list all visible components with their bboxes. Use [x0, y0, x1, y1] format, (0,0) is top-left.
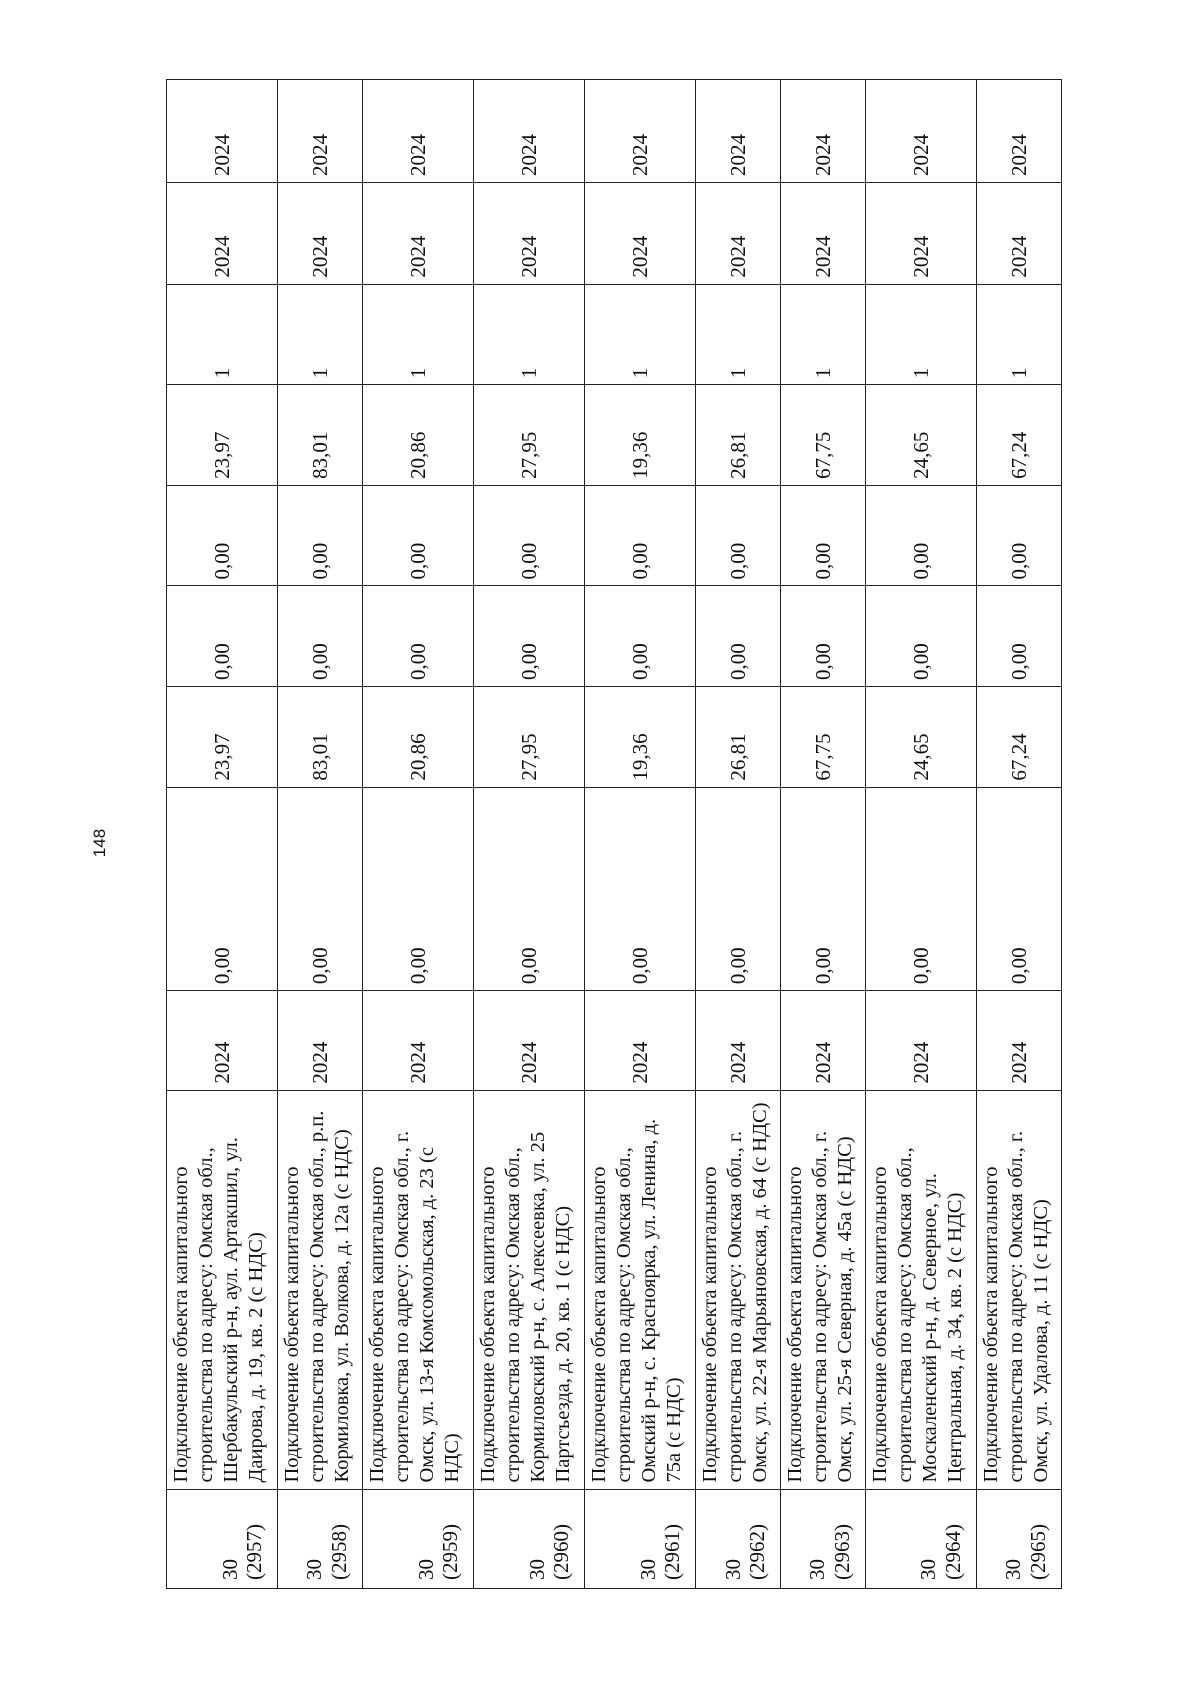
cell-c8: 2024	[278, 80, 363, 183]
page-number-text: 148	[90, 828, 109, 858]
cell-c3: 0,00	[696, 586, 781, 687]
cell-c8: 2024	[362, 80, 473, 183]
cell-c6: 1	[167, 284, 278, 385]
table-row	[585, 80, 696, 1589]
cell-year-start: 2024	[167, 991, 278, 1090]
cell-c5: 24,65	[865, 385, 976, 486]
cell-c7: 2024	[696, 182, 781, 284]
cell-c8: 2024	[167, 80, 278, 183]
table-row	[696, 80, 781, 1589]
cell-c8: 2024	[865, 80, 976, 183]
cell-c8: 2024	[585, 80, 696, 183]
cell-c2: 24,65	[865, 687, 976, 788]
cell-c1: 0,00	[474, 787, 585, 990]
cell-desc: Подключение объекта капитального строительства по адресу: Омская обл., г. Омск, ул. 13-я Комсомольская, д. 23 (с НДС)	[362, 1090, 473, 1489]
cell-c5: 26,81	[696, 385, 781, 486]
cell-c3: 0,00	[167, 586, 278, 687]
cell-c2: 83,01	[278, 687, 363, 788]
cell-c2: 19,36	[585, 687, 696, 788]
table-row	[167, 80, 278, 1589]
cell-desc: Подключение объекта капитального строительства по адресу: Омская обл., Омский р-н, с. Красноярка, ул. Ленина, д. 75а (с НДС)	[585, 1090, 696, 1489]
cell-c5: 23,97	[167, 385, 278, 486]
table-row	[362, 80, 473, 1589]
cell-c1: 0,00	[977, 787, 1062, 990]
cell-year-start: 2024	[865, 991, 976, 1090]
cell-c7: 2024	[585, 182, 696, 284]
cell-id: 30 (2957)	[167, 1489, 278, 1588]
table-row	[278, 80, 363, 1589]
cell-c2: 23,97	[167, 687, 278, 788]
cell-c6: 1	[781, 284, 866, 385]
investment-table	[166, 79, 1062, 1589]
cell-desc: Подключение объекта капитального строительства по адресу: Омская обл., г. Омск, ул. 22-я Марьяновская, д. 64 (с НДС)	[696, 1090, 781, 1489]
cell-c8: 2024	[781, 80, 866, 183]
cell-c5: 20,86	[362, 385, 473, 486]
cell-c6: 1	[865, 284, 976, 385]
cell-c4: 0,00	[696, 485, 781, 586]
cell-year-start: 2024	[977, 991, 1062, 1090]
cell-c3: 0,00	[278, 586, 363, 687]
cell-id: 30 (2965)	[977, 1489, 1062, 1588]
cell-c2: 27,95	[474, 687, 585, 788]
cell-c1: 0,00	[781, 787, 866, 990]
cell-year-start: 2024	[585, 991, 696, 1090]
cell-c1: 0,00	[362, 787, 473, 990]
cell-c1: 0,00	[585, 787, 696, 990]
cell-id: 30 (2961)	[585, 1489, 696, 1588]
cell-c5: 67,24	[977, 385, 1062, 486]
cell-id: 30 (2959)	[362, 1489, 473, 1588]
cell-c4: 0,00	[865, 485, 976, 586]
cell-id: 30 (2964)	[865, 1489, 976, 1588]
cell-id: 30 (2960)	[474, 1489, 585, 1588]
cell-c8: 2024	[474, 80, 585, 183]
cell-desc: Подключение объекта капитального строительства по адресу: Омская обл., Кормиловский р-н, с. Алексеевка, ул. 25 Партсъезда, д. 20, кв. 1 (с НДС)	[474, 1090, 585, 1489]
cell-c3: 0,00	[865, 586, 976, 687]
cell-c6: 1	[977, 284, 1062, 385]
cell-year-start: 2024	[781, 991, 866, 1090]
cell-id: 30 (2962)	[696, 1489, 781, 1588]
cell-c3: 0,00	[474, 586, 585, 687]
cell-c1: 0,00	[278, 787, 363, 990]
table-row	[781, 80, 866, 1589]
cell-c1: 0,00	[865, 787, 976, 990]
cell-year-start: 2024	[474, 991, 585, 1090]
cell-c5: 83,01	[278, 385, 363, 486]
cell-c3: 0,00	[977, 586, 1062, 687]
cell-c7: 2024	[977, 182, 1062, 284]
cell-c4: 0,00	[278, 485, 363, 586]
cell-c2: 67,75	[781, 687, 866, 788]
cell-c7: 2024	[362, 182, 473, 284]
cell-c5: 67,75	[781, 385, 866, 486]
cell-c6: 1	[585, 284, 696, 385]
cell-c7: 2024	[865, 182, 976, 284]
cell-desc: Подключение объекта капитального строительства по адресу: Омская обл., г. Омск, ул. Удалова, д. 11 (с НДС)	[977, 1090, 1062, 1489]
cell-c8: 2024	[977, 80, 1062, 183]
cell-c6: 1	[362, 284, 473, 385]
cell-c2: 67,24	[977, 687, 1062, 788]
cell-c3: 0,00	[362, 586, 473, 687]
cell-id: 30 (2963)	[781, 1489, 866, 1588]
cell-c4: 0,00	[585, 485, 696, 586]
cell-c5: 19,36	[585, 385, 696, 486]
rotated-table-container	[166, 79, 1062, 1589]
cell-desc: Подключение объекта капитального строительства по адресу: Омская обл., р.п. Кормиловка, ул. Волкова, д. 12а (с НДС)	[278, 1090, 363, 1489]
cell-c7: 2024	[474, 182, 585, 284]
table-row	[977, 80, 1062, 1589]
cell-c3: 0,00	[585, 586, 696, 687]
cell-c6: 1	[278, 284, 363, 385]
cell-c4: 0,00	[977, 485, 1062, 586]
cell-c2: 26,81	[696, 687, 781, 788]
cell-c7: 2024	[278, 182, 363, 284]
cell-c4: 0,00	[167, 485, 278, 586]
cell-c7: 2024	[781, 182, 866, 284]
cell-year-start: 2024	[362, 991, 473, 1090]
cell-c8: 2024	[696, 80, 781, 183]
table-row	[865, 80, 976, 1589]
cell-c6: 1	[474, 284, 585, 385]
table-row	[474, 80, 585, 1589]
cell-desc: Подключение объекта капитального строительства по адресу: Омская обл., Москаленский р-н, д. Северное, ул. Центральная, д. 34, кв. 2 (с НДС)	[865, 1090, 976, 1489]
cell-id: 30 (2958)	[278, 1489, 363, 1588]
cell-year-start: 2024	[696, 991, 781, 1090]
cell-c7: 2024	[167, 182, 278, 284]
cell-c6: 1	[696, 284, 781, 385]
cell-c4: 0,00	[362, 485, 473, 586]
cell-c2: 20,86	[362, 687, 473, 788]
cell-c4: 0,00	[474, 485, 585, 586]
cell-year-start: 2024	[278, 991, 363, 1090]
cell-c3: 0,00	[781, 586, 866, 687]
cell-c4: 0,00	[781, 485, 866, 586]
cell-c1: 0,00	[167, 787, 278, 990]
cell-desc: Подключение объекта капитального строительства по адресу: Омская обл., г. Омск, ул. 25-я Северная, д. 45а (с НДС)	[781, 1090, 866, 1489]
cell-desc: Подключение объекта капитального строительства по адресу: Омская обл., Шербакульский р-н, аул. Артакшил, ул. Даирова, д. 19, кв. 2 (с НДС)	[167, 1090, 278, 1489]
cell-c1: 0,00	[696, 787, 781, 990]
cell-c5: 27,95	[474, 385, 585, 486]
